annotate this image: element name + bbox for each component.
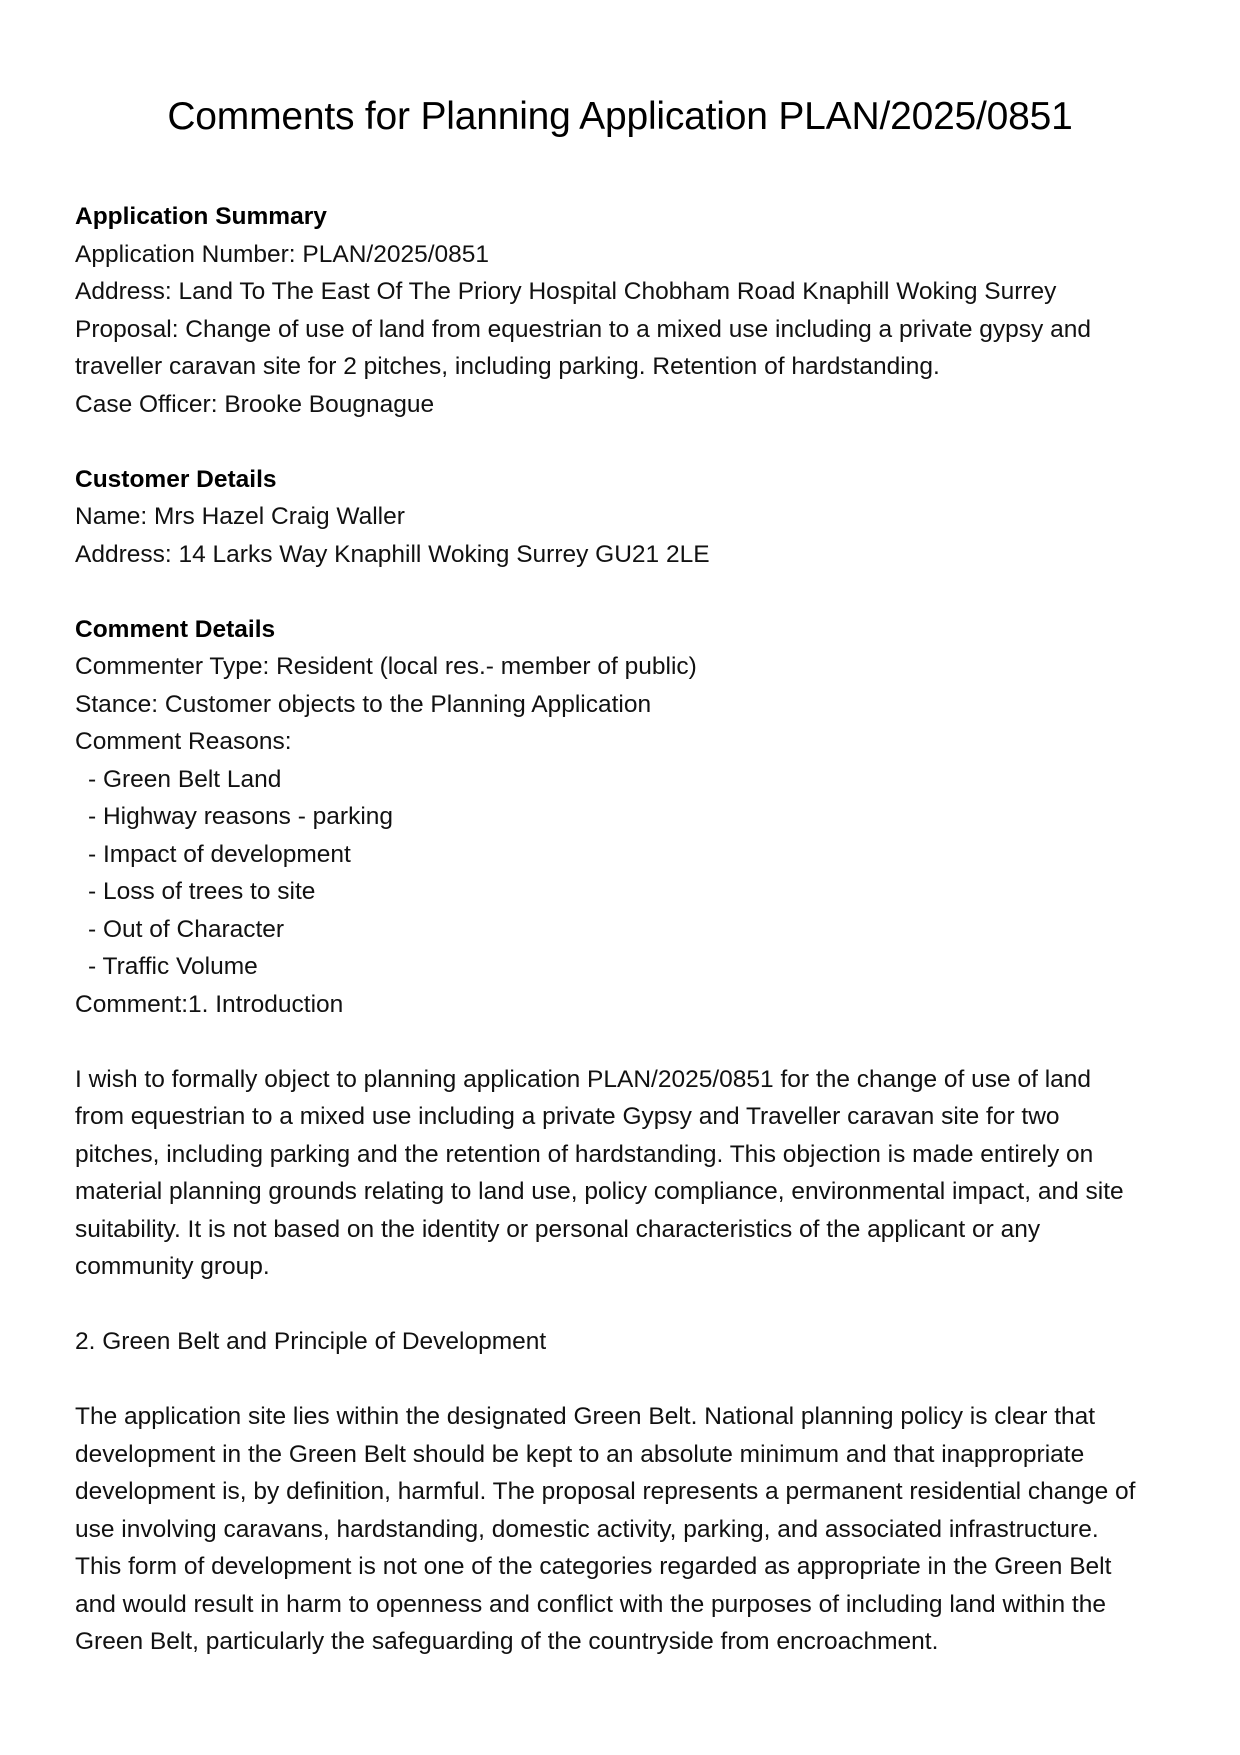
customer-name: Name: Mrs Hazel Craig Waller xyxy=(75,503,405,530)
paragraph-line: The application site lies within the designated Green Belt. National planning policy is clear that xyxy=(75,1403,1096,1430)
commenter-type: Commenter Type: Resident (local res.- member of public) xyxy=(75,653,697,680)
comment-reason-item: - Green Belt Land xyxy=(88,765,282,793)
comment-reason-item: - Loss of trees to site xyxy=(88,878,316,905)
paragraph-line: This form of development is not one of the categories regarded as appropriate in the Green Belt xyxy=(75,1553,1112,1580)
paragraph-line: and would result in harm to openness and conflict with the purposes of including land within the xyxy=(75,1590,1106,1618)
comment-reason-item: - Traffic Volume xyxy=(88,953,258,980)
application-summary-section xyxy=(75,198,1175,423)
application-summary-heading: Application Summary xyxy=(75,203,327,230)
document-body xyxy=(75,198,1175,1661)
paragraph-line: I wish to formally object to planning application PLAN/2025/0851 for the change of use of land xyxy=(75,1065,1092,1093)
spacer xyxy=(75,1023,1175,1061)
proposal-line: Proposal: Change of use of land from equestrian to a mixed use including a private gypsy and xyxy=(75,315,1091,343)
spacer xyxy=(75,573,1175,611)
green-belt-paragraph xyxy=(75,1398,1175,1661)
paragraph-line: from equestrian to a mixed use including a private Gypsy and Traveller caravan site for two xyxy=(75,1103,1060,1130)
paragraph-line: use involving caravans, hardstanding, domestic activity, parking, and associated infrastructure. xyxy=(75,1515,1099,1543)
comment-start: Comment:1. Introduction xyxy=(75,990,344,1018)
case-officer: Case Officer: Brooke Bougnague xyxy=(75,390,435,418)
customer-details-heading: Customer Details xyxy=(75,465,277,493)
comment-reason-item: - Impact of development xyxy=(88,840,351,868)
spacer xyxy=(75,1361,1175,1399)
comment-reason-item: - Out of Character xyxy=(88,915,285,943)
paragraph-line: development is, by definition, harmful. The proposal represents a permanent residential change of xyxy=(75,1478,1136,1505)
paragraph-line: Green Belt, particularly the safeguarding of the countryside from encroachment. xyxy=(75,1628,939,1655)
intro-paragraph xyxy=(75,1061,1175,1286)
page-title: Comments for Planning Application PLAN/2025/0851 xyxy=(167,95,1073,138)
paragraph-line: development in the Green Belt should be kept to an absolute minimum and that inappropriate xyxy=(75,1440,1085,1468)
spacer xyxy=(75,1286,1175,1324)
stance: Stance: Customer objects to the Planning Application xyxy=(75,690,652,718)
comment-details-section xyxy=(75,611,1175,1024)
application-address: Address: Land To The East Of The Priory Hospital Chobham Road Knaphill Woking Surrey xyxy=(75,278,1057,305)
paragraph-line: suitability. It is not based on the identity or personal characteristics of the applicant or any xyxy=(75,1215,1041,1243)
customer-details-section xyxy=(75,461,1175,574)
proposal-line: traveller caravan site for 2 pitches, including parking. Retention of hardstanding. xyxy=(75,353,940,380)
customer-address: Address: 14 Larks Way Knaphill Woking Surrey GU21 2LE xyxy=(75,540,710,568)
spacer xyxy=(75,423,1175,461)
comment-reasons-label: Comment Reasons: xyxy=(75,728,292,755)
paragraph-line: pitches, including parking and the retention of hardstanding. This objection is made entirely on xyxy=(75,1140,1094,1168)
section-2-heading: 2. Green Belt and Principle of Development xyxy=(75,1328,547,1355)
paragraph-line: community group. xyxy=(75,1253,270,1280)
comment-reason-item: - Highway reasons - parking xyxy=(88,803,394,830)
application-number: Application Number: PLAN/2025/0851 xyxy=(75,240,490,268)
comment-details-heading: Comment Details xyxy=(75,615,276,643)
paragraph-line: material planning grounds relating to land use, policy compliance, environmental impact, and site xyxy=(75,1178,1124,1205)
